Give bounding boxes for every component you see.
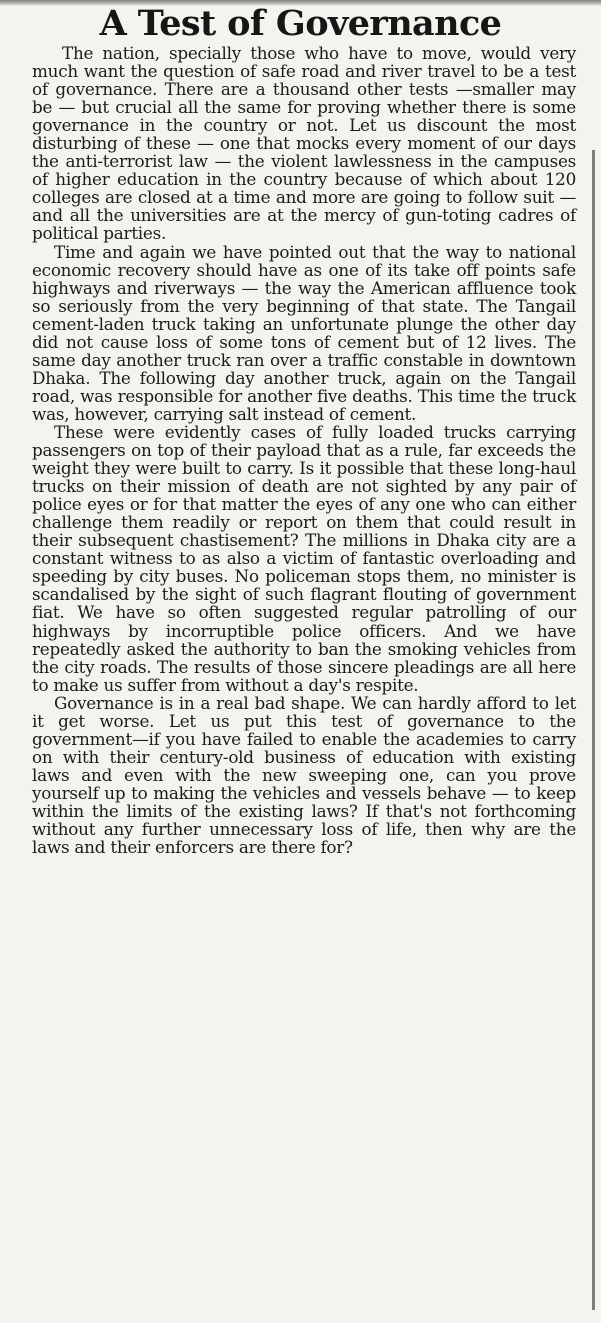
article-body (32, 44, 576, 856)
article-paragraph-2: Time and again we have pointed out that the way to national economic recovery should have as one of its take off points safe highways and riverways — the way the American affluence took so seriously from the very beginning of that state. The Tangail cement-laden truck taking an unfortunate plunge the other day did not cause loss of some tons of cement but of 12 lives. The same day another truck ran over a traffic constable in downtown Dhaka. The following day another truck, again on the Tangail road, was responsible for another five deaths. This time the truck was, however, carrying salt instead of cement. (32, 241, 576, 424)
headline: A Test of Governance (99, 3, 502, 44)
article-paragraph-1: The nation, specially those who have to move, would very much want the question of safe road and river travel to be a test of governance. There are a thousand other tests —smaller may be — but crucial all the same for proving whether there is some governance in the country or not. Let us discount the most disturbing of these — one that mocks every moment of our days the anti-terrorist law — the violent lawlessness in the campuses of higher education in the country because of which about 120 colleges are closed at a time and more are going to follow suit — and all the universities are at the mercy of gun-toting cadres of political parties. (32, 43, 576, 244)
column-rule (592, 150, 595, 1310)
article-paragraph-3: These were evidently cases of fully loaded trucks carrying passengers on top of their payload that as a rule, far exceeds the weight they were built to carry. Is it possible that these long-haul trucks on their mission of death are not sighted by any pair of police eyes or for that matter the eyes of any one who can either challenge them readily or report on them that could result in their subsequent chastisement? The millions in Dhaka city are a constant witness to as also a victim of fantastic overloading and speeding by city buses. No policeman stops them, no minister is scandalised by the sight of such flagrant flouting of government fiat. We have so often suggested regular patrolling of our highways by incorruptible police officers. And we have repeatedly asked the authority to ban the smoking vehicles from the city roads. The results of those sincere pleadings are all here to make us suffer from without a day's respite. (32, 421, 576, 695)
article-paragraph-4: Governance is in a real bad shape. We can hardly afford to let it get worse. Let us put this test of governance to the government—if you have failed to enable the academies to carry on with their century-old business of education with existing laws and even with the new sweeping one, can you prove yourself up to making the vehicles and vessels behave — to keep within the limits of the existing laws? If that's not forthcoming without any further unnecessary loss of life, then why are the laws and their enforcers are there for? (32, 692, 576, 858)
